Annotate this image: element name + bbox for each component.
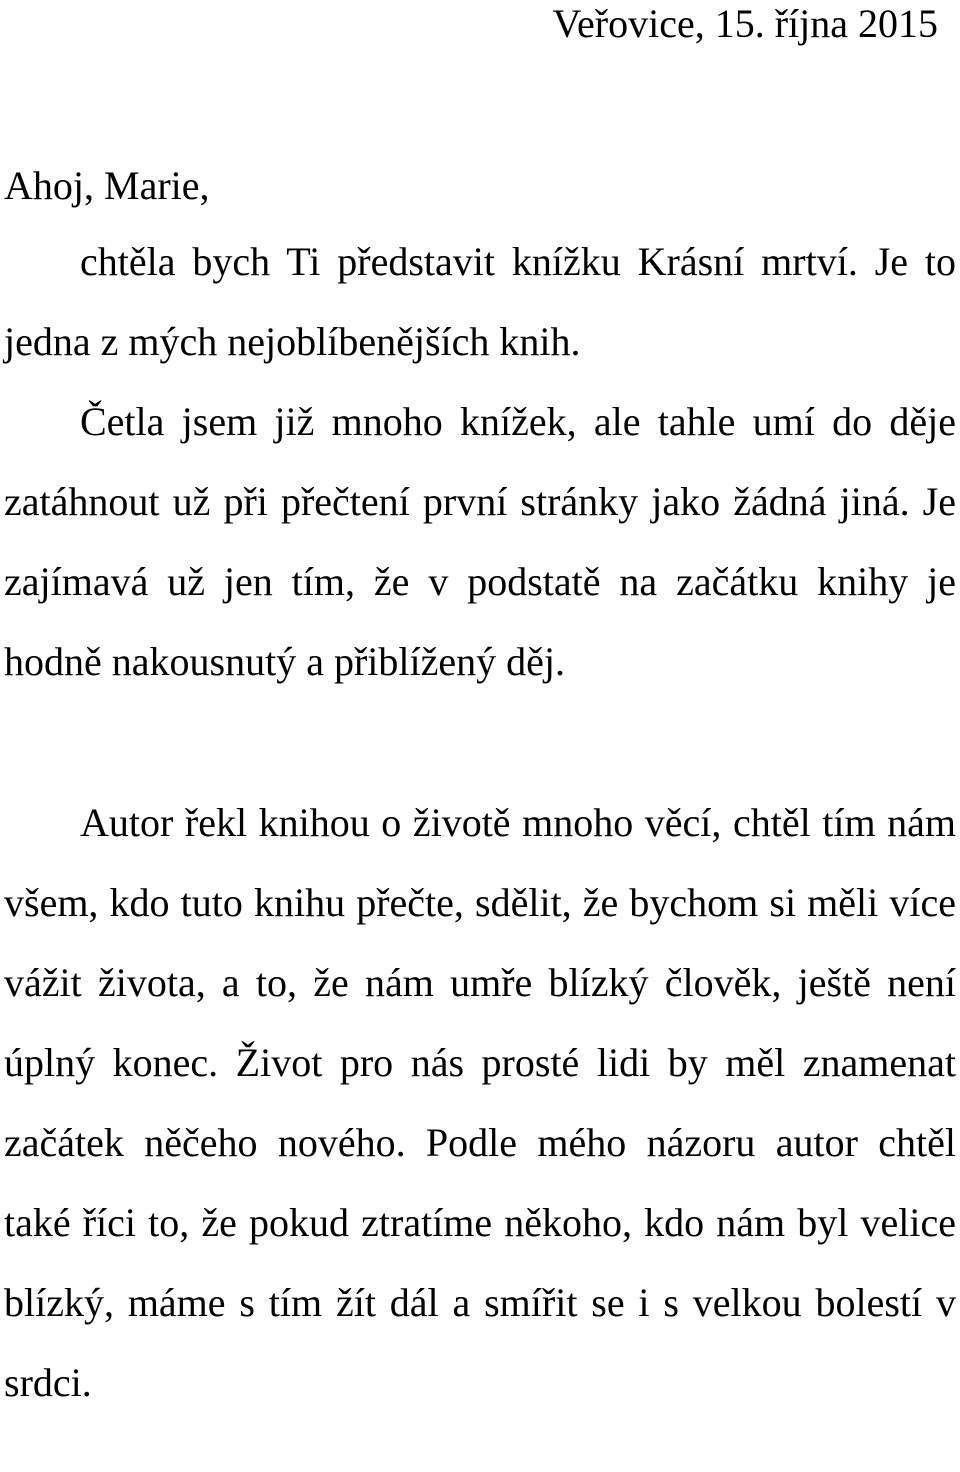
paragraph-intro: chtěla bych Ti představit knížku Krásní mrtví. Je to jedna z mých nejoblíbenějších knih. — [4, 239, 956, 364]
place-date: Veřovice, 15. října 2015 — [552, 1, 938, 46]
paragraph-message: Autor řekl knihou o životě mnoho věcí, chtěl tím nám všem, kdo tuto knihu přečte, sdělit, že bychom si měli více vážit života, a to, že nám umře blízký člověk, ještě není úplný konec. Život pro nás prosté lidi by měl znamenat začátek něčeho nového. Podle mého názoru autor chtěl také říci to, že pokud ztratíme někoho, kdo nám byl velice blízký, máme s tím žít dál a smířit se i s velkou bolestí v srdci. — [4, 800, 956, 1405]
greeting: Ahoj, Marie, — [4, 163, 210, 208]
paragraph-impression: Četla jsem již mnoho knížek, ale tahle umí do děje zatáhnout už při přečtení první stránky jako žádná jiná. Je zajímavá už jen tím, že v podstatě na začátku knihy je hodně nakousnutý a přiblížený děj. — [4, 399, 956, 684]
